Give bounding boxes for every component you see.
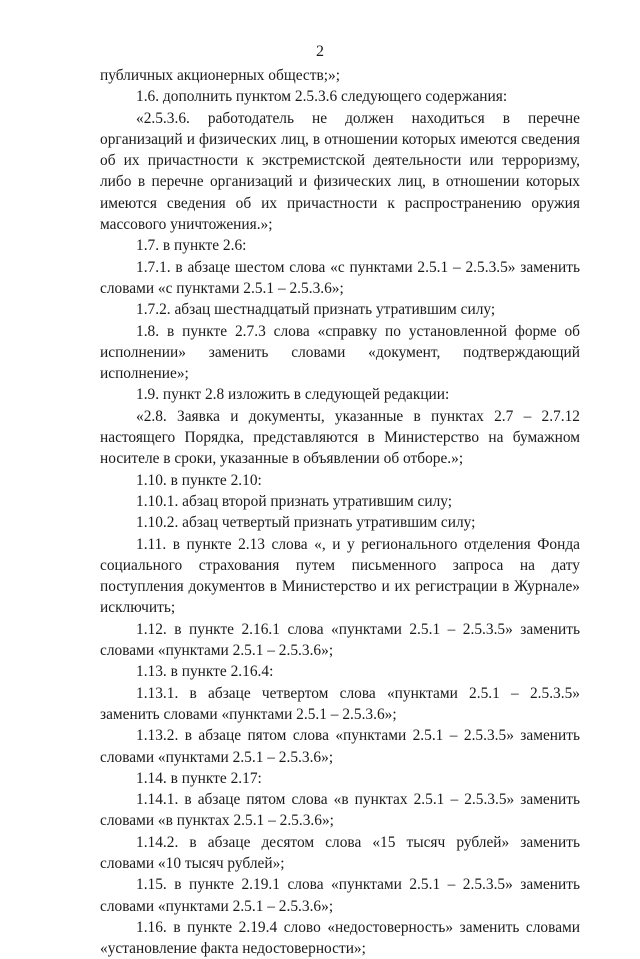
paragraph-1-13-2: 1.13.2. в абзаце пятом слова «пунктами 2.5.1 – 2.5.3.5» заменить словами «пунктами 2.5.1 – 2.5.3.6»; [100, 727, 580, 766]
paragraph-1-10: 1.10. в пункте 2.10: [136, 471, 262, 489]
paragraph-1-14-2: 1.14.2. в абзаце десятом слова «15 тысяч рублей» заменить словами «10 тысяч рублей»; [100, 833, 580, 872]
paragraph-continuation: публичных акционерных обществ;»; [100, 67, 340, 84]
paragraph-1-9: 1.9. пункт 2.8 изложить в следующей редакции: [136, 386, 450, 404]
paragraph-2-5-3-6-quote: «2.5.3.6. работодатель не должен находиться в перечне организаций и физических лиц, в отношении которых имеются сведения об их причастности к экстремистской деятельности или терроризму, либо в перечне организаций и физических лиц, в отношении которых имеются сведения об их причастности к распространению оружия массового уничтожения.»; [100, 109, 580, 234]
paragraph-1-6: 1.6. дополнить пунктом 2.5.3.6 следующего содержания: [136, 88, 508, 106]
paragraph-1-10-2: 1.10.2. абзац четвертый признать утратившим силу; [136, 514, 476, 532]
paragraph-1-7-1: 1.7.1. в абзаце шестом слова «с пунктами 2.5.1 – 2.5.3.5» заменить словами «с пунктами 2.5.1 – 2.5.3.6»; [100, 258, 580, 297]
paragraph-1-7: 1.7. в пункте 2.6: [136, 237, 247, 255]
paragraph-1-10-1: 1.10.1. абзац второй признать утратившим силу; [136, 492, 453, 510]
paragraph-1-13-1: 1.13.1. в абзаце четвертом слова «пунктами 2.5.1 – 2.5.3.5» заменить словами «пунктами 2.5.1 – 2.5.3.6»; [100, 684, 580, 723]
page-number: 2 [316, 43, 324, 60]
paragraph-1-8: 1.8. в пункте 2.7.3 слова «справку по установленной форме об исполнении» заменить словами «документ, подтверждающий исполнение»; [100, 322, 580, 383]
paragraph-1-14: 1.14. в пункте 2.17: [136, 769, 262, 787]
paragraph-1-14-1: 1.14.1. в абзаце пятом слова «в пунктах 2.5.1 – 2.5.3.5» заменить словами «в пунктах 2.5.1 – 2.5.3.6»; [100, 791, 580, 830]
paragraph-1-13: 1.13. в пункте 2.16.4: [136, 663, 274, 681]
paragraph-1-15: 1.15. в пункте 2.19.1 слова «пунктами 2.5.1 – 2.5.3.5» заменить словами «пунктами 2.5.1 – 2.5.3.6»; [100, 876, 580, 915]
paragraph-2-8-quote: «2.8. Заявка и документы, указанные в пунктах 2.7 – 2.7.12 настоящего Порядка, представляются в Министерство на бумажном носителе в сроки, указанные в объявлении об отборе.»; [100, 407, 580, 468]
paragraph-1-16: 1.16. в пункте 2.19.4 слово «недостоверность» заменить словами «установление факта недостоверности»; [100, 918, 580, 958]
paragraph-1-7-2: 1.7.2. абзац шестнадцатый признать утратившим силу; [136, 301, 496, 319]
document-body [100, 65, 580, 959]
paragraph-1-11: 1.11. в пункте 2.13 слова «, и у регионального отделения Фонда социального страхования путем письменного запроса на дату поступления документов в Министерство и их регистрации в Журнале» исключить; [100, 535, 580, 617]
paragraph-1-12: 1.12. в пункте 2.16.1 слова «пунктами 2.5.1 – 2.5.3.5» заменить словами «пунктами 2.5.1 – 2.5.3.6»; [100, 620, 580, 660]
